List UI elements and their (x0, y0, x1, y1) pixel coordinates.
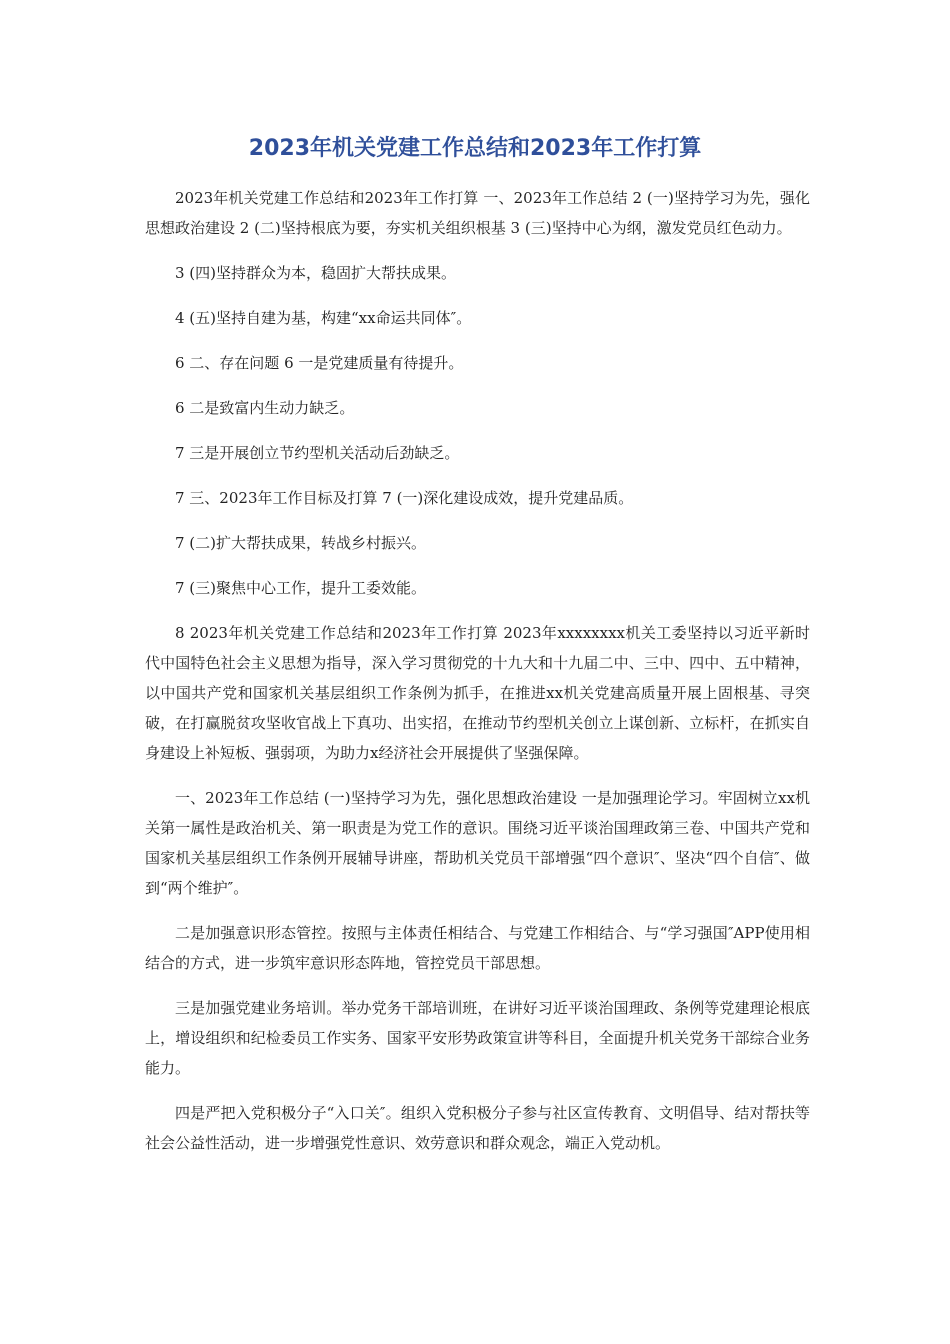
paragraph-toc-7: 7 三、2023年工作目标及打算 7 (一)深化建设成效，提升党建品质。 (175, 489, 634, 507)
paragraph-section-1: 一、2023年工作总结 (一)坚持学习为先，强化思想政治建设 一是加强理论学习。牢固树立xx机关第一属性是政治机关、第一职责是为党工作的意识。围绕习近平谈治国理政第三卷、中国共产党和国家机关基层组织工作条例开展辅导讲座，帮助机关党员干部增强“四个意识″、坚决“四个自信″、做到“两个维护″。 (145, 789, 810, 897)
paragraph-toc-9: 7 (三)聚焦中心工作，提升工委效能。 (175, 579, 427, 597)
paragraph-toc-1: 2023年机关党建工作总结和2023年工作打算 一、2023年工作总结 2 (一)坚持学习为先，强化思想政治建设 2 (二)坚持根底为要，夯实机关组织根基 3 (三)坚持中心为纲，激发党员红色动力。 (145, 189, 810, 237)
paragraph-toc-8: 7 (二)扩大帮扶成果，转战乡村振兴。 (175, 534, 427, 552)
paragraph-membership: 四是严把入党积极分子“入口关″。组织入党积极分子参与社区宣传教育、文明倡导、结对帮扶等社会公益性活动，进一步增强党性意识、效劳意识和群众观念，端正入党动机。 (145, 1104, 810, 1152)
paragraph-toc-3: 4 (五)坚持自建为基，构建“xx命运共同体″。 (175, 309, 472, 327)
document-body (145, 183, 810, 1173)
paragraph-ideology: 二是加强意识形态管控。按照与主体责任相结合、与党建工作相结合、与“学习强国″APP使用相结合的方式，进一步筑牢意识形态阵地，管控党员干部思想。 (145, 924, 810, 972)
paragraph-toc-2: 3 (四)坚持群众为本，稳固扩大帮扶成果。 (175, 264, 457, 282)
paragraph-toc-5: 6 二是致富内生动力缺乏。 (175, 399, 355, 417)
paragraph-intro: 8 2023年机关党建工作总结和2023年工作打算 2023年xxxxxxxx机关工委坚持以习近平新时代中国特色社会主义思想为指导，深入学习贯彻党的十九大和十九届二中、三中、四中、五中精神，以中国共产党和国家机关基层组织工作条例为抓手，在推进xx机关党建高质量开展上固根基、寻突破，在打赢脱贫攻坚收官战上下真功、出实招，在推动节约型机关创立上谋创新、立标杆，在抓实自身建设上补短板、强弱项，为助力x经济社会开展提供了坚强保障。 (145, 624, 810, 762)
paragraph-toc-6: 7 三是开展创立节约型机关活动后劲缺乏。 (175, 444, 460, 462)
paragraph-toc-4: 6 二、存在问题 6 一是党建质量有待提升。 (175, 354, 464, 372)
paragraph-training: 三是加强党建业务培训。举办党务干部培训班，在讲好习近平谈治国理政、条例等党建理论根底上，增设组织和纪检委员工作实务、国家平安形势政策宣讲等科目，全面提升机关党务干部综合业务能力。 (145, 999, 810, 1077)
document-title: 2023年机关党建工作总结和2023年工作打算 (248, 136, 702, 161)
